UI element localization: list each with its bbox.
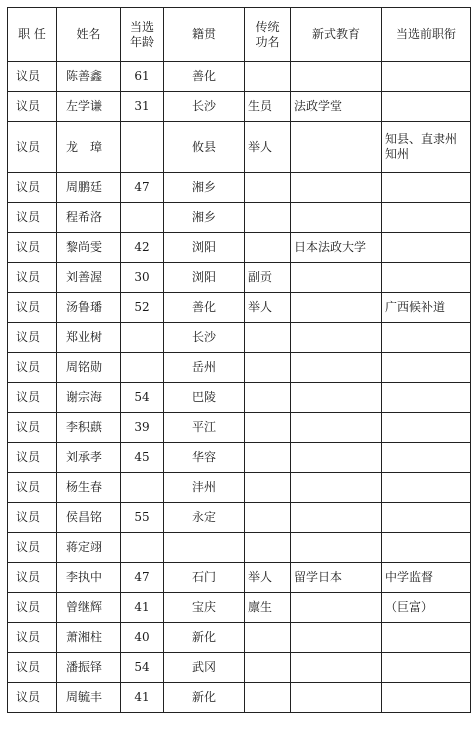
cell-traditional-degree xyxy=(245,653,291,683)
header-traditional-degree: 传统 功名 xyxy=(245,8,291,62)
cell-previous-post xyxy=(382,233,471,263)
cell-modern-education xyxy=(291,443,382,473)
cell-name: 汤鲁璠 xyxy=(57,293,121,323)
cell-name: 刘善渥 xyxy=(57,263,121,293)
cell-traditional-degree: 副贡 xyxy=(245,263,291,293)
cell-title: 议员 xyxy=(8,683,57,713)
cell-title: 议员 xyxy=(8,233,57,263)
cell-traditional-degree xyxy=(245,503,291,533)
cell-native-place: 新化 xyxy=(164,623,245,653)
cell-age xyxy=(121,353,164,383)
cell-name: 李积蕻 xyxy=(57,413,121,443)
cell-native-place: 武冈 xyxy=(164,653,245,683)
cell-previous-post xyxy=(382,203,471,233)
cell-traditional-degree xyxy=(245,383,291,413)
cell-previous-post xyxy=(382,473,471,503)
cell-age: 55 xyxy=(121,503,164,533)
cell-native-place: 新化 xyxy=(164,683,245,713)
cell-name: 谢宗海 xyxy=(57,383,121,413)
cell-traditional-degree xyxy=(245,203,291,233)
cell-age: 45 xyxy=(121,443,164,473)
table-row xyxy=(8,323,471,353)
cell-age xyxy=(121,323,164,353)
cell-native-place: 长沙 xyxy=(164,92,245,122)
cell-name: 周铭勋 xyxy=(57,353,121,383)
cell-previous-post xyxy=(382,443,471,473)
cell-modern-education xyxy=(291,62,382,92)
cell-name: 蒋定翊 xyxy=(57,533,121,563)
cell-previous-post xyxy=(382,683,471,713)
cell-modern-education xyxy=(291,473,382,503)
cell-modern-education: 法政学堂 xyxy=(291,92,382,122)
cell-age: 47 xyxy=(121,563,164,593)
cell-name: 萧湘柱 xyxy=(57,623,121,653)
cell-traditional-degree: 举人 xyxy=(245,563,291,593)
cell-modern-education xyxy=(291,683,382,713)
cell-traditional-degree: 廪生 xyxy=(245,593,291,623)
cell-title: 议员 xyxy=(8,263,57,293)
cell-native-place: 湘乡 xyxy=(164,173,245,203)
cell-modern-education xyxy=(291,203,382,233)
cell-age: 41 xyxy=(121,593,164,623)
cell-name: 黎尚雯 xyxy=(57,233,121,263)
cell-traditional-degree xyxy=(245,533,291,563)
cell-title: 议员 xyxy=(8,383,57,413)
cell-native-place: 石门 xyxy=(164,563,245,593)
cell-title: 议员 xyxy=(8,533,57,563)
cell-title: 议员 xyxy=(8,122,57,173)
cell-name: 杨生春 xyxy=(57,473,121,503)
cell-traditional-degree xyxy=(245,443,291,473)
cell-title: 议员 xyxy=(8,323,57,353)
cell-modern-education xyxy=(291,323,382,353)
table-row xyxy=(8,263,471,293)
cell-traditional-degree: 举人 xyxy=(245,122,291,173)
cell-native-place: 长沙 xyxy=(164,323,245,353)
cell-native-place: 永定 xyxy=(164,503,245,533)
cell-native-place: 攸县 xyxy=(164,122,245,173)
cell-age: 52 xyxy=(121,293,164,323)
cell-title: 议员 xyxy=(8,293,57,323)
cell-age xyxy=(121,473,164,503)
cell-previous-post xyxy=(382,503,471,533)
cell-modern-education xyxy=(291,533,382,563)
header-name: 姓名 xyxy=(57,8,121,62)
cell-previous-post: 知县、直隶州 知州 xyxy=(382,122,471,173)
cell-modern-education xyxy=(291,353,382,383)
cell-name: 周鹏廷 xyxy=(57,173,121,203)
cell-name: 郑业树 xyxy=(57,323,121,353)
cell-age: 31 xyxy=(121,92,164,122)
cell-title: 议员 xyxy=(8,443,57,473)
cell-title: 议员 xyxy=(8,413,57,443)
cell-modern-education xyxy=(291,503,382,533)
cell-native-place xyxy=(164,533,245,563)
cell-previous-post: （巨富） xyxy=(382,593,471,623)
cell-native-place: 湘乡 xyxy=(164,203,245,233)
table-row xyxy=(8,62,471,92)
cell-title: 议员 xyxy=(8,563,57,593)
cell-modern-education xyxy=(291,263,382,293)
header-previous-post: 当选前职衔 xyxy=(382,8,471,62)
header-title: 职 任 xyxy=(8,8,57,62)
cell-title: 议员 xyxy=(8,353,57,383)
cell-traditional-degree xyxy=(245,233,291,263)
cell-title: 议员 xyxy=(8,653,57,683)
cell-native-place: 沣州 xyxy=(164,473,245,503)
cell-traditional-degree xyxy=(245,413,291,443)
table-row xyxy=(8,593,471,623)
members-table xyxy=(7,7,471,713)
table-row xyxy=(8,353,471,383)
cell-modern-education: 留学日本 xyxy=(291,563,382,593)
cell-name: 周毓丰 xyxy=(57,683,121,713)
cell-age: 54 xyxy=(121,653,164,683)
cell-title: 议员 xyxy=(8,203,57,233)
cell-modern-education xyxy=(291,122,382,173)
cell-age: 47 xyxy=(121,173,164,203)
cell-name: 曾继辉 xyxy=(57,593,121,623)
table-header-row xyxy=(8,8,471,62)
table-row xyxy=(8,533,471,563)
cell-native-place: 善化 xyxy=(164,62,245,92)
table-row xyxy=(8,173,471,203)
cell-native-place: 平江 xyxy=(164,413,245,443)
cell-modern-education xyxy=(291,623,382,653)
cell-traditional-degree xyxy=(245,623,291,653)
cell-name: 侯昌铭 xyxy=(57,503,121,533)
cell-previous-post: 广西候补道 xyxy=(382,293,471,323)
cell-previous-post: 中学监督 xyxy=(382,563,471,593)
table-row xyxy=(8,383,471,413)
cell-previous-post xyxy=(382,62,471,92)
cell-native-place: 浏阳 xyxy=(164,233,245,263)
table-row xyxy=(8,563,471,593)
cell-name: 陈善鑫 xyxy=(57,62,121,92)
table-row xyxy=(8,293,471,323)
cell-name: 李执中 xyxy=(57,563,121,593)
cell-traditional-degree: 举人 xyxy=(245,293,291,323)
cell-native-place: 浏阳 xyxy=(164,263,245,293)
cell-modern-education xyxy=(291,653,382,683)
cell-title: 议员 xyxy=(8,62,57,92)
cell-modern-education: 日本法政大学 xyxy=(291,233,382,263)
cell-modern-education xyxy=(291,173,382,203)
cell-previous-post xyxy=(382,173,471,203)
cell-native-place: 华容 xyxy=(164,443,245,473)
cell-traditional-degree xyxy=(245,473,291,503)
cell-name: 左学谦 xyxy=(57,92,121,122)
cell-previous-post xyxy=(382,533,471,563)
cell-modern-education xyxy=(291,293,382,323)
table-row xyxy=(8,92,471,122)
table-row xyxy=(8,233,471,263)
cell-modern-education xyxy=(291,383,382,413)
cell-title: 议员 xyxy=(8,92,57,122)
table-row xyxy=(8,473,471,503)
cell-traditional-degree xyxy=(245,323,291,353)
cell-name: 程希洛 xyxy=(57,203,121,233)
cell-native-place: 巴陵 xyxy=(164,383,245,413)
cell-title: 议员 xyxy=(8,623,57,653)
cell-previous-post xyxy=(382,323,471,353)
cell-traditional-degree xyxy=(245,683,291,713)
cell-traditional-degree xyxy=(245,62,291,92)
cell-name: 潘振铎 xyxy=(57,653,121,683)
cell-previous-post xyxy=(382,353,471,383)
table-row xyxy=(8,683,471,713)
cell-age xyxy=(121,122,164,173)
members-table-sheet xyxy=(7,7,470,745)
cell-previous-post xyxy=(382,92,471,122)
table-row xyxy=(8,413,471,443)
cell-age xyxy=(121,533,164,563)
cell-age: 40 xyxy=(121,623,164,653)
cell-native-place: 宝庆 xyxy=(164,593,245,623)
cell-previous-post xyxy=(382,383,471,413)
cell-age: 30 xyxy=(121,263,164,293)
cell-previous-post xyxy=(382,653,471,683)
cell-modern-education xyxy=(291,593,382,623)
table-row xyxy=(8,653,471,683)
cell-age xyxy=(121,203,164,233)
cell-previous-post xyxy=(382,413,471,443)
cell-traditional-degree xyxy=(245,353,291,383)
table-row xyxy=(8,443,471,473)
header-native-place: 籍贯 xyxy=(164,8,245,62)
cell-title: 议员 xyxy=(8,593,57,623)
cell-traditional-degree: 生员 xyxy=(245,92,291,122)
cell-previous-post xyxy=(382,263,471,293)
table-row xyxy=(8,122,471,173)
cell-title: 议员 xyxy=(8,173,57,203)
table-row xyxy=(8,623,471,653)
cell-age: 42 xyxy=(121,233,164,263)
cell-age: 41 xyxy=(121,683,164,713)
cell-previous-post xyxy=(382,623,471,653)
cell-native-place: 岳州 xyxy=(164,353,245,383)
header-modern-education: 新式教育 xyxy=(291,8,382,62)
cell-title: 议员 xyxy=(8,473,57,503)
cell-name: 刘承孝 xyxy=(57,443,121,473)
cell-native-place: 善化 xyxy=(164,293,245,323)
cell-name: 龙 璋 xyxy=(57,122,121,173)
cell-modern-education xyxy=(291,413,382,443)
table-row xyxy=(8,503,471,533)
cell-title: 议员 xyxy=(8,503,57,533)
table-row xyxy=(8,203,471,233)
cell-traditional-degree xyxy=(245,173,291,203)
cell-age: 61 xyxy=(121,62,164,92)
header-age: 当选 年龄 xyxy=(121,8,164,62)
cell-age: 54 xyxy=(121,383,164,413)
cell-age: 39 xyxy=(121,413,164,443)
